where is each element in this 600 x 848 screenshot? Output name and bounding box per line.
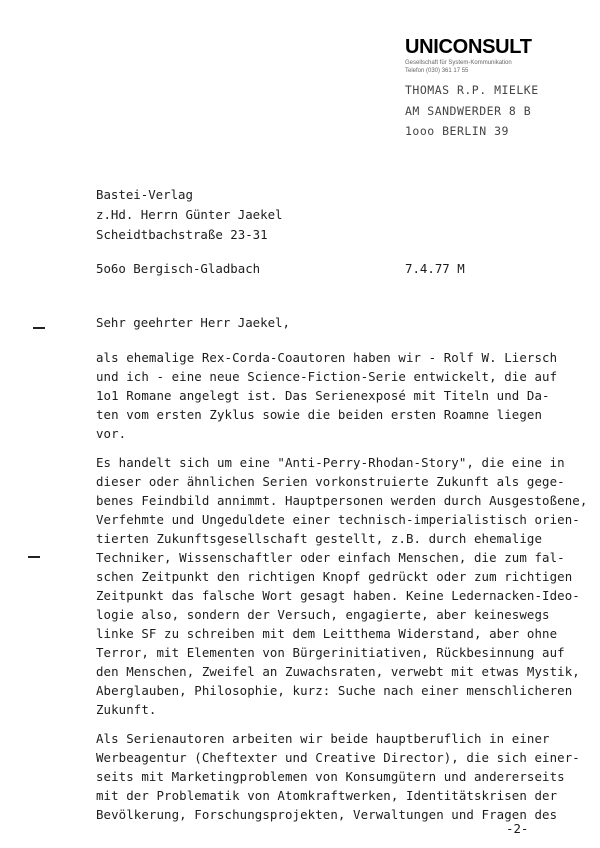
recipient-name: Bastei-Verlag — [96, 187, 193, 202]
body-line: seits mit Marketingproblemen von Konsumgütern und andererseits — [96, 769, 565, 784]
margin-fold-mark — [33, 327, 45, 329]
body-line: schen Zeitpunkt den richtigen Knopf gedrückt oder zum richtigen — [96, 569, 573, 584]
stamp-street: AM SANDWERDER 8 B — [405, 104, 532, 118]
body-line: 1o1 Romane angelegt ist. Das Serienexposé mit Titeln und Da- — [96, 388, 550, 403]
body-line: Es handelt sich um eine "Anti-Perry-Rhodan-Story", die eine in — [96, 455, 565, 470]
recipient-attention: z.Hd. Herrn Günter Jaekel — [96, 207, 283, 222]
body-line: linke SF zu schreiben mit dem Leitthema Widerstand, aber ohne — [96, 626, 558, 641]
body-line: Verfehmte und Ungeduldete einer technisch-imperialistisch orien- — [96, 512, 580, 527]
body-line: Als Serienautoren arbeiten wir beide hauptberuflich in einer — [96, 731, 550, 746]
letterhead-tagline: Gesellschaft für System-Kommunikation — [405, 60, 512, 66]
body-line: Zeitpunkt das falsche Wort gesagt haben. Keine Ledernacken-Ideo- — [96, 588, 580, 603]
body-line: Aberglauben, Philosophie, kurz: Suche nach einer menschlicheren — [96, 683, 573, 698]
body-line: den Menschen, Zweifel an Zuwachsraten, verwebt mit etwas Mystik, — [96, 664, 580, 679]
recipient-city: 5o6o Bergisch-Gladbach — [96, 261, 261, 276]
margin-punch-mark — [28, 556, 40, 558]
body-line: ten vom ersten Zyklus sowie die beiden ersten Roamne liegen — [96, 407, 543, 422]
body-line: dieser oder ähnlichen Serien vorkonstruierte Zukunft als gege- — [96, 474, 565, 489]
letterhead-phone: Telefon (030) 361 17 55 — [405, 68, 469, 74]
body-line: Bevölkerung, Forschungsprojekten, Verwaltungen und Fragen des — [96, 807, 558, 822]
body-line: Terror, mit Elementen von Bürgerinitiativen, Rückbesinnung auf — [96, 645, 565, 660]
body-line: Werbeagentur (Cheftexter und Creative Director), die sich einer- — [96, 750, 580, 765]
letter-date: 7.4.77 M — [405, 261, 465, 276]
body-line: benes Feindbild annimmt. Hauptpersonen werden durch Ausgestoßene, — [96, 493, 588, 508]
body-line: als ehemalige Rex-Corda-Coautoren haben wir - Rolf W. Liersch — [96, 350, 558, 365]
salutation: Sehr geehrter Herr Jaekel, — [96, 315, 290, 330]
body-line: mit der Problematik von Atomkraftwerken, Identitätskrisen der — [96, 788, 558, 803]
body-line: vor. — [96, 426, 127, 441]
stamp-name: THOMAS R.P. MIELKE — [405, 83, 539, 97]
page-continuation-marker: -2- — [506, 821, 529, 836]
body-line: und ich - eine neue Science-Fiction-Serie entwickelt, die auf — [96, 369, 558, 384]
recipient-street: Scheidtbachstraße 23-31 — [96, 227, 268, 242]
body-line: Zukunft. — [96, 702, 157, 717]
body-line: logie also, sondern der Versuch, engagierte, aber keineswegs — [96, 607, 550, 622]
stamp-city: 1ooo BERLIN 39 — [405, 124, 509, 138]
body-line: Techniker, Wissenschaftler oder einfach Menschen, die zum fal- — [96, 550, 565, 565]
body-line: tierten Zukunftsgesellschaft gestellt, z.B. durch ehemalige — [96, 531, 543, 546]
company-logo: UNICONSULT — [405, 36, 532, 58]
